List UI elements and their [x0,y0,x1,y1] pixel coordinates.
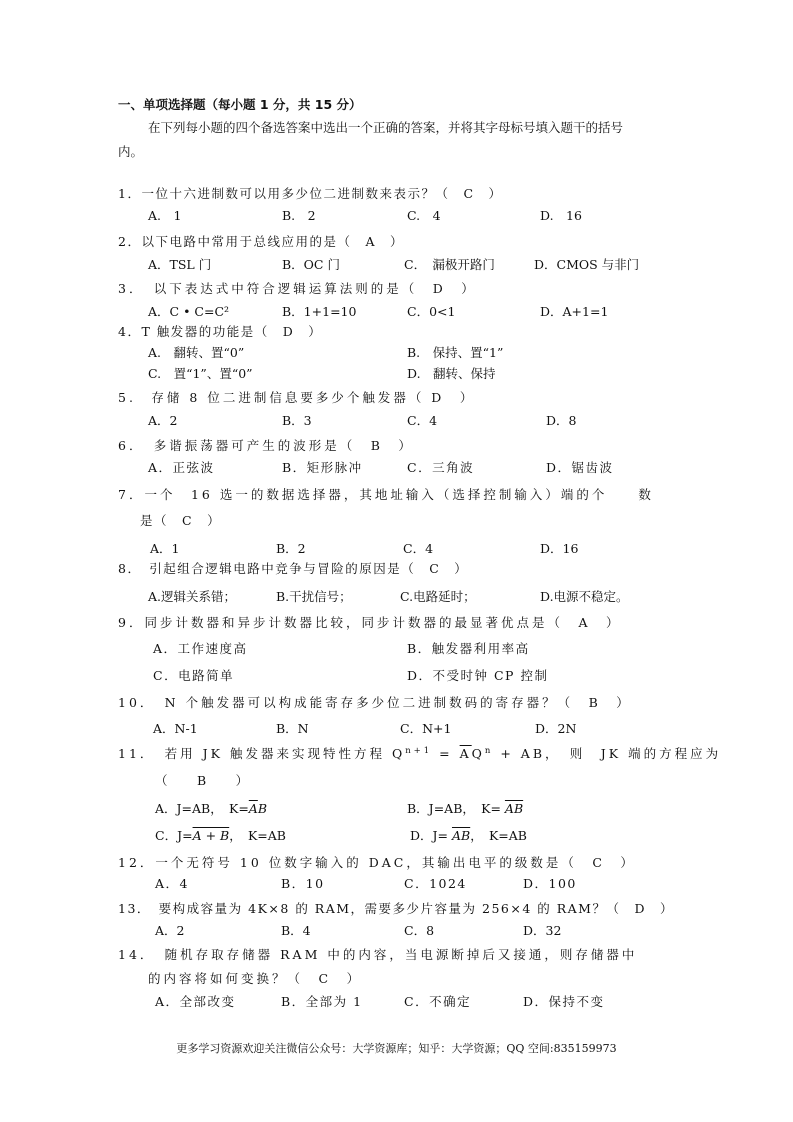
equation-q2: Q [471,746,485,761]
question-11-option-a [155,803,267,816]
equation-q: Q [391,746,406,761]
question-11-option-c [155,830,286,843]
equation-equals: = [432,746,460,761]
question-11-option-a-bar: $\overline{A}$ [248,801,258,816]
question-11-stem-post: ， 则 JK 端的方程应为 [545,746,722,761]
question-12-option-a: A．4 [155,876,189,891]
question-4-option-b: B. 保持、置“1” [407,345,504,360]
question-11-option-b-bar: $\overline{AB}$ [504,801,524,816]
equation-plus-ab: + AB [493,746,546,761]
question-11-option-a-pre: A．J=AB， K= [155,801,249,816]
question-8-option-a: A.逻辑关系错； [148,589,237,604]
question-1-option-c: C. 4 [407,208,441,223]
question-2-option-a: A．TSL 门 [148,257,212,272]
question-11-stem-continued: （ B ） [155,773,250,788]
question-7-option-c: C．4 [403,541,434,556]
question-12-option-d: D．100 [523,876,577,891]
question-3-stem: 3． 以下表达式中符合逻辑运算法则的是（ D ） [118,281,477,296]
question-11-stem [118,748,721,761]
question-10-option-a: A．N-1 [153,721,198,736]
question-8-option-d: D.电源不稳定。 [540,589,629,604]
question-12-option-c: C．1024 [404,876,467,891]
question-9-option-a: A．工作速度高 [153,641,248,656]
question-5-option-b: B．3 [282,413,312,428]
question-6-option-a: A．正弦波 [148,460,215,475]
question-2-option-b: B．OC 门 [282,257,340,272]
question-11-option-b-pre: B．J=AB， K= [407,801,505,816]
question-4-option-c: C. 置“1”、置“0” [148,366,253,381]
question-7-option-d: D．16 [540,541,579,556]
question-5-option-c: C．4 [407,413,438,428]
section-title: 一、单项选择题（每小题 1 分，共 15 分） [118,97,362,112]
question-2-option-d: D．CMOS 与非门 [534,257,640,272]
equation-a-bar: $\overline{A}$ [459,746,472,761]
question-8-option-b: B.干扰信号； [276,589,352,604]
question-11-option-c-bar: A + B [192,828,230,843]
question-12-option-b: B．10 [281,876,325,891]
question-6-stem: 6． 多谐振荡器可产生的波形是（ B ） [118,438,414,453]
question-14-stem: 14． 随机存取存储器 RAM 中的内容，当电源断掉后又接通，则存储器中 [118,947,638,962]
question-5-stem: 5. 存储 8 位二进制信息要多少个触发器（ D ） [118,390,476,405]
question-5-option-d: D．8 [546,413,577,428]
question-3-option-d: D．A+1=1 [540,304,609,319]
question-14-option-d: D．保持不变 [523,994,605,1009]
question-11-option-d-post: ， K=AB [470,828,527,843]
question-11-option-d-bar: $\overline{AB}$ [451,828,471,843]
question-13-option-a: A．2 [155,923,185,938]
question-9-option-d: D．不受时钟 CP 控制 [407,668,549,683]
instruction-line-2: 内。 [118,144,144,159]
question-7-stem-continued: 是（ C ） [140,513,222,528]
question-14-option-b: B．全部为 1 [281,994,363,1009]
question-3-option-c: C．0<1 [407,304,456,319]
question-11-option-d [410,830,527,843]
question-7-option-a: A．1 [150,541,180,556]
question-3-option-b: B．1+1=10 [282,304,357,319]
question-10-option-b: B．N [276,721,309,736]
question-3-option-a: A．C • C=C² [148,304,230,319]
question-10-option-c: C．N+1 [400,721,452,736]
question-11-option-d-pre: D．J= [410,828,452,843]
question-5-option-a: A．2 [148,413,178,428]
question-8-stem: 8． 引起组合逻辑电路中竞争与冒险的原因是（ C ） [118,561,469,576]
question-11-stem-pre: 11． 若用 JK 触发器来实现特性方程 [118,746,392,761]
question-1-option-a: A. 1 [148,208,182,223]
question-13-option-b: B．4 [281,923,311,938]
question-13-option-d: D．32 [523,923,562,938]
question-7-option-b: B．2 [276,541,306,556]
equation-sup-n: n [484,746,494,756]
question-2-stem: 2．以下电路中常用于总线应用的是（ A ） [118,234,404,249]
question-6-option-d: D．锯齿波 [546,460,614,475]
question-9-stem: 9．同步计数器和异步计数器比较，同步计数器的最显著优点是（ A ） [118,615,622,630]
question-4-option-a: A. 翻转、置“0” [148,345,245,360]
page-footer: 更多学习资源欢迎关注微信公众号：大学资源库；知乎：大学资源；QQ 空间:835159973 [176,1042,617,1055]
question-4-option-d: D. 翻转、保持 [407,366,496,381]
question-14-option-a: A．全部改变 [155,994,236,1009]
question-7-stem: 7．一个 16 选一的数据选择器，其地址输入（选择控制输入）端的个 数 [118,487,654,502]
question-11-option-b [407,803,523,816]
question-6-option-c: C．三角波 [407,460,475,475]
question-13-stem: 13． 要构成容量为 4K×8 的 RAM，需要多少片容量为 256×4 的 RAM？（ D ） [118,901,674,916]
question-10-option-d: D．2N [535,721,577,736]
question-14-option-c: C．不确定 [404,994,472,1009]
equation-sup-n1: n+1 [405,746,433,756]
question-11-option-c-pre: C．J= [155,828,193,843]
question-12-stem: 12．一个无符号 10 位数字输入的 DAC，其输出电平的级数是（ C ） [118,855,636,870]
question-4-stem: 4．T 触发器的功能是（ D ） [118,324,323,339]
question-11-option-c-post: ， K=AB [229,828,286,843]
question-1-option-b: B. 2 [282,208,316,223]
question-2-option-c: C． 漏极开路门 [404,257,495,272]
question-6-option-b: B．矩形脉冲 [282,460,363,475]
question-9-option-c: C．电路简单 [153,668,235,683]
question-9-option-b: B．触发器利用率高 [407,641,530,656]
question-1-stem: 1．一位十六进制数可以用多少位二进制数来表示？（ C ） [118,186,503,201]
question-13-option-c: C．8 [404,923,435,938]
instruction-line-1: 在下列每小题的四个备选答案中选出一个正确的答案，并将其字母标号填入题干的括号 [148,120,624,135]
question-8-option-c: C.电路延时； [400,589,476,604]
question-14-stem-continued: 的内容将如何变换？（ C ） [148,971,363,986]
question-10-stem: 10． N 个触发器可以构成能寄存多少位二进制数码的寄存器？（ B ） [118,695,632,710]
question-11-option-a-italic: B [257,801,268,816]
question-1-option-d: D. 16 [540,208,582,223]
